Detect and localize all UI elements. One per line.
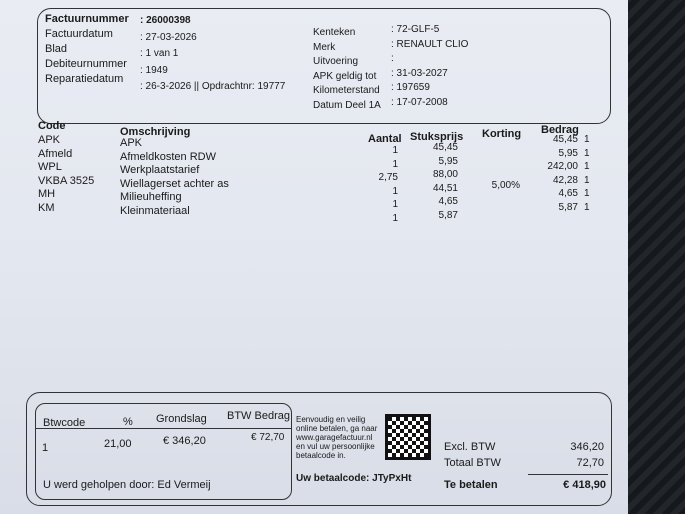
line-item-price: 44,51 bbox=[432, 182, 458, 194]
excl-vat-value: 346,20 bbox=[570, 441, 604, 453]
qr-code-icon bbox=[385, 414, 431, 460]
col-price-header: Stuksprijs bbox=[410, 131, 464, 143]
vat-row-code: 1 bbox=[42, 442, 49, 454]
total-vat-label: Totaal BTW bbox=[444, 457, 501, 469]
excl-vat-label: Excl. BTW bbox=[444, 441, 496, 453]
header-right-value: : 31-03-2027 bbox=[391, 67, 448, 79]
line-item-amount: 242,00 bbox=[547, 161, 578, 172]
header-left-label: Reparatiedatum bbox=[45, 73, 124, 85]
line-item-code: Afmeld bbox=[38, 147, 73, 160]
header-right-value: : 72-GLF-5 bbox=[391, 24, 440, 35]
line-item-amount: 4,65 bbox=[558, 188, 578, 199]
line-item-amount: 5,87 bbox=[558, 201, 578, 213]
header-left-label: Blad bbox=[45, 43, 68, 55]
line-item-qty: 1 bbox=[392, 185, 398, 197]
header-right-label: Kilometerstand bbox=[313, 85, 380, 96]
line-item-qty: 2,75 bbox=[378, 172, 398, 183]
header-left-value: : 1949 bbox=[140, 64, 168, 76]
line-item-disc: 5,00% bbox=[491, 179, 520, 191]
header-right-value: : bbox=[391, 53, 394, 64]
line-item-qty: 1 bbox=[392, 212, 398, 224]
vat-row-pct: 21,00 bbox=[104, 438, 132, 450]
total-rule bbox=[528, 474, 608, 475]
line-item-vat: 1 bbox=[584, 201, 590, 213]
line-item-price: 4,65 bbox=[438, 196, 458, 207]
line-item-amount: 42,28 bbox=[552, 174, 578, 186]
line-item-vat: 1 bbox=[584, 174, 590, 186]
vat-row-amount: € 72,70 bbox=[251, 432, 285, 443]
header-left-label: Debiteurnummer bbox=[45, 58, 127, 70]
header-right-label: Uitvoering bbox=[313, 56, 359, 67]
header-right-label: Datum Deel 1A bbox=[313, 99, 381, 111]
col-code-header: Code bbox=[38, 120, 66, 132]
col-desc-header: Omschrijving bbox=[120, 126, 191, 138]
line-item-code: VKBA 3525 bbox=[38, 174, 95, 187]
line-item-price: 88,00 bbox=[432, 169, 458, 180]
line-item-vat: 1 bbox=[584, 134, 590, 145]
vat-header-amount: BTW Bedrag bbox=[227, 410, 290, 422]
line-item-desc: Werkplaatstarief bbox=[120, 164, 200, 176]
header-left-label: Factuurdatum bbox=[45, 28, 113, 40]
header-right-value: : 197659 bbox=[391, 82, 430, 93]
line-item-qty: 1 bbox=[392, 145, 398, 156]
line-item-vat: 1 bbox=[584, 188, 590, 199]
amount-due-label: Te betalen bbox=[444, 479, 498, 491]
line-item-desc: Afmeldkosten RDW bbox=[120, 150, 216, 163]
amount-due-value: € 418,90 bbox=[563, 479, 606, 491]
vat-header-pct: % bbox=[123, 416, 133, 428]
header-right-label: Merk bbox=[313, 41, 336, 53]
header-left-value: : 1 van 1 bbox=[140, 48, 179, 59]
header-right-label: APK geldig tot bbox=[313, 70, 377, 82]
vat-header-base: Grondslag bbox=[156, 413, 207, 425]
header-left-label: Factuurnummer bbox=[45, 13, 129, 25]
col-amount-header: Bedrag bbox=[541, 124, 579, 136]
line-item-qty: 1 bbox=[392, 158, 398, 170]
col-discount-header: Korting bbox=[482, 128, 522, 140]
payment-code: Uw betaalcode: JTyPxHt bbox=[296, 473, 412, 484]
header-right-value: : RENAULT CLIO bbox=[391, 38, 469, 50]
line-item-price: 5,87 bbox=[438, 209, 458, 221]
total-vat-value: 72,70 bbox=[576, 457, 604, 469]
line-item-qty: 1 bbox=[392, 199, 398, 210]
line-item-desc: Milieuheffing bbox=[120, 191, 182, 203]
header-right-value: : 17-07-2008 bbox=[391, 96, 448, 108]
line-item-amount: 5,95 bbox=[558, 147, 578, 159]
col-qty-header: Aantal bbox=[368, 133, 402, 145]
line-item-code: KM bbox=[38, 201, 55, 214]
line-item-code: MH bbox=[38, 188, 56, 200]
line-item-desc: APK bbox=[120, 137, 143, 149]
line-item-desc: Wiellagerset achter as bbox=[120, 177, 229, 190]
vat-row-base: € 346,20 bbox=[163, 435, 206, 447]
vat-header-code: Btwcode bbox=[43, 417, 86, 429]
line-item-price: 5,95 bbox=[438, 155, 458, 167]
line-item-price: 45,45 bbox=[432, 142, 458, 153]
header-left-value: : 27-03-2026 bbox=[140, 31, 197, 43]
header-right-label: Kenteken bbox=[313, 27, 356, 38]
line-item-code: APK bbox=[38, 134, 61, 146]
helped-by-text: U werd geholpen door: Ed Vermeij bbox=[43, 479, 211, 491]
line-item-code: WPL bbox=[38, 161, 62, 173]
line-item-amount: 45,45 bbox=[552, 134, 578, 145]
payment-instructions: Eenvoudig en veilig online betalen, ga naar www.garagefactuur.nl en vul uw persoonlijke betaalcode in. bbox=[296, 415, 378, 460]
header-left-value: : 26000398 bbox=[140, 15, 191, 26]
line-item-vat: 1 bbox=[584, 147, 590, 159]
line-item-vat: 1 bbox=[584, 161, 590, 172]
line-item-desc: Kleinmateriaal bbox=[120, 204, 190, 217]
header-left-value: : 26-3-2026 || Opdrachtnr: 19777 bbox=[140, 81, 286, 92]
